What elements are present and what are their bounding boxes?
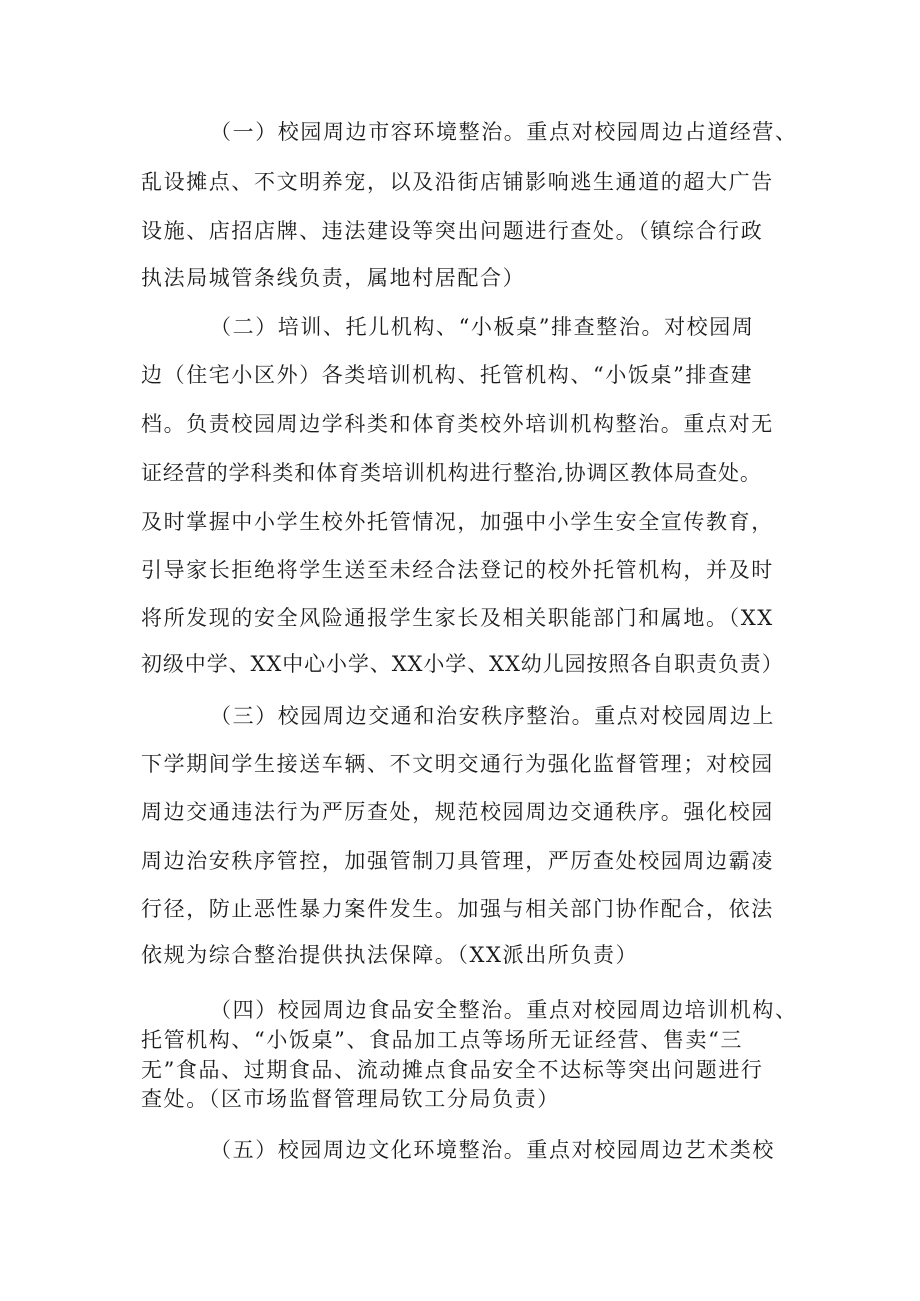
text-line: 设施、店招店牌、违法建设等突出问题进行查处。（镇综合行政 <box>141 219 764 243</box>
text-line: （二）培训、托儿机构、“小板桌”排查整治。对校园周 <box>210 315 755 339</box>
text-line: 乱设摊点、不文明养宠，以及沿街店铺影响逃生通道的超大广告 <box>141 170 774 194</box>
text-line: （一）校园周边市容环境整治。重点对校园周边占道经营、 <box>210 120 798 144</box>
text-line: 周边治安秩序管控，加强管制刀具管理，严厉查处校园周边霸凌 <box>141 849 774 873</box>
text-line: 依规为综合整治提供执法保障。（XX派出所负责） <box>141 943 639 967</box>
text-line: 将所发现的安全风险通报学生家长及相关职能部门和属地。（XX <box>141 606 774 630</box>
text-line: （五）校园周边文化环境整治。重点对校园周边艺术类校 <box>210 1138 775 1162</box>
text-line: 档。负责校园周边学科类和体育类校外培训机构整治。重点对无 <box>141 412 774 436</box>
text-line: 下学期间学生接送车辆、不文明交通行为强化监督管理；对校园 <box>141 752 774 776</box>
text-line: 查处。（区市场监督管理局钦工分局负责） <box>141 1087 560 1111</box>
text-line: 无”食品、过期食品、流动摊点食品安全不达标等突出问题进行 <box>141 1058 764 1082</box>
text-line: 初级中学、XX中心小学、XX小学、XX幼儿园按照各自职责负责） <box>141 652 784 676</box>
text-line: 执法局城管条线负责，属地村居配合） <box>141 266 526 290</box>
text-line: 及时掌握中小学生校外托管情况，加强中小学生安全宣传教育， <box>141 510 774 534</box>
text-line: 行径，防止恶性暴力案件发生。加强与相关部门协作配合，依法 <box>141 897 774 921</box>
text-line: （三）校园周边交通和治安秩序整治。重点对校园周边上 <box>210 704 775 728</box>
text-line: （四）校园周边食品安全整治。重点对校园周边培训机构、 <box>210 998 798 1022</box>
text-line: 证经营的学科类和体育类培训机构进行整治,协调区教体局查处。 <box>141 461 762 485</box>
text-line: 边（住宅小区外）各类培训机构、托管机构、“小饭桌”排查建 <box>141 363 754 387</box>
text-line: 引导家长拒绝将学生送至未经合法登记的校外托管机构，并及时 <box>141 558 774 582</box>
text-line: 托管机构、“小饭桌”、食品加工点等场所无证经营、售卖“三 <box>141 1028 744 1052</box>
text-line: 周边交通违法行为严厉查处，规范校园周边交通秩序。强化校园 <box>141 800 774 824</box>
